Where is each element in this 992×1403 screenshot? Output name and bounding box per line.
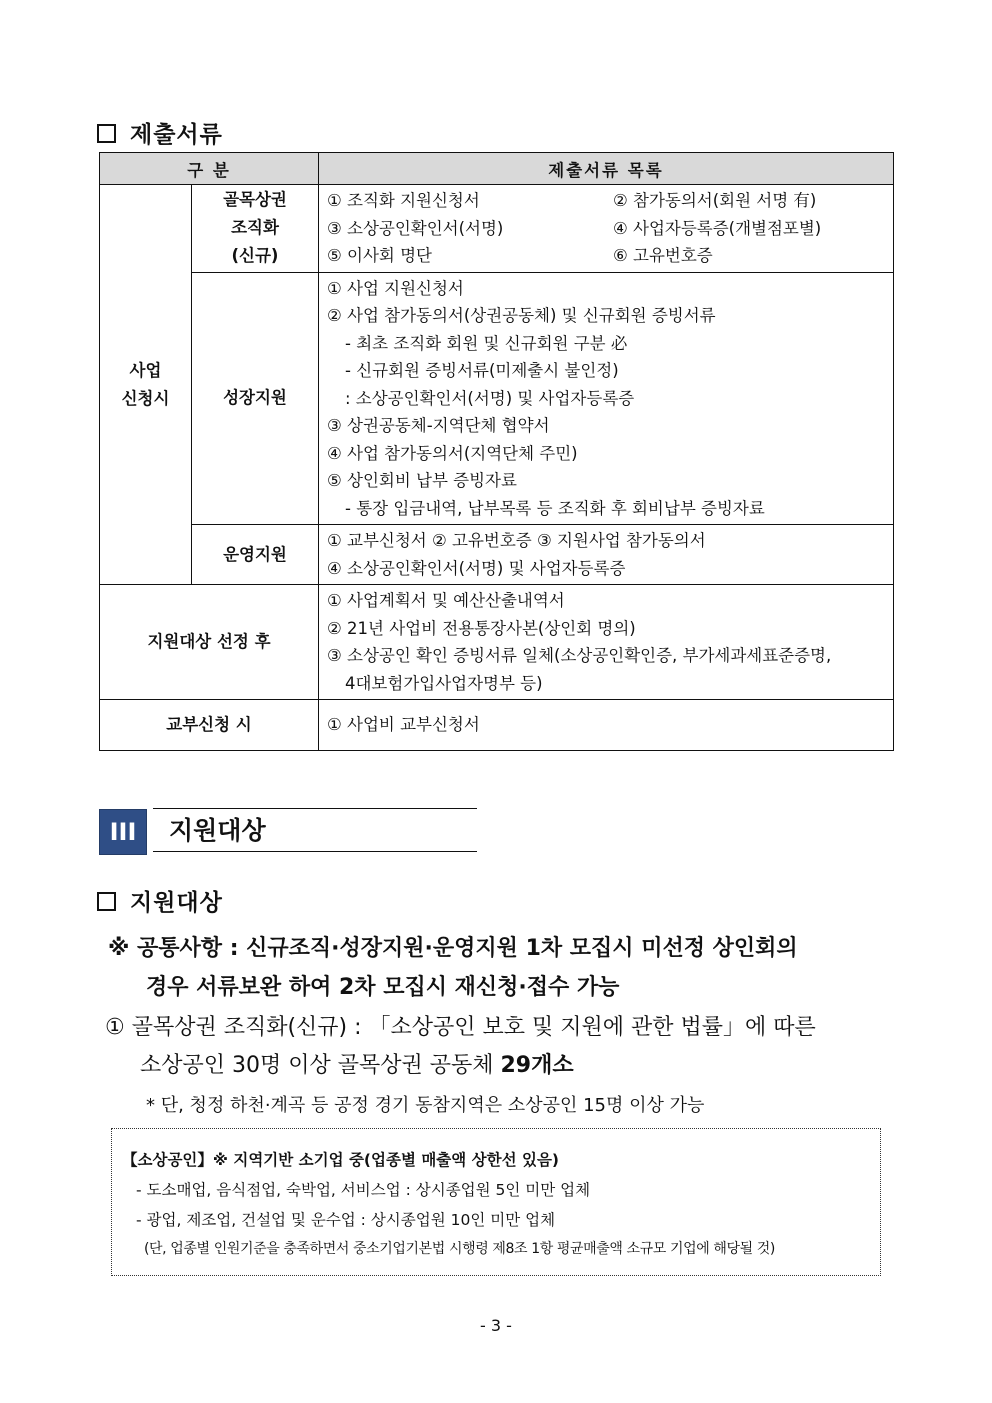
row-items-grant-request (319, 700, 894, 751)
row-label-growth: 성장지원 (192, 272, 319, 525)
list-item: ① 사업계획서 및 예산산출내역서 (327, 591, 565, 610)
section-heading-documents: 제출서류 (97, 116, 223, 149)
list-item: ④ 사업 참가동의서(지역단체 주민) (327, 443, 578, 463)
infobox-title: 【소상공인】※ 지역기반 소기업 중(업종별 매출액 상한선 있음) (122, 1151, 559, 1169)
footnote: * 단, 청정 하천·계곡 등 공정 경기 동참지역은 소상공인 15명 이상 가능 (146, 1095, 705, 1116)
list-item: ④ 사업자등록증(개별점포별) (613, 218, 822, 238)
list-item: ③ 상권공동체-지역단체 협약서 (327, 416, 550, 435)
row-items-after-selection (319, 585, 894, 700)
infobox-line3: (단, 업종별 인원기준을 충족하면서 중소기업기본법 시행령 제8조 1항 평균매출액 소규모 기업에 해당될 것) (144, 1241, 775, 1257)
row-items-golmok (319, 185, 894, 273)
list-item: ① 사업 지원신청서 (327, 278, 464, 298)
row-label-grant-request: 교부신청 시 (100, 700, 319, 751)
list-item: - 신규회원 증빙서류(미제출시 불인정) (345, 361, 619, 380)
page-number: - 3 - (480, 1316, 512, 1335)
table-header-row (100, 153, 894, 185)
list-item: : 소상공인확인서(서명) 및 사업자등록증 (345, 388, 635, 408)
row-label-operation: 운영지원 (192, 525, 319, 585)
table-row (100, 272, 894, 525)
list-item: - 통장 입금내역, 납부목록 등 조직화 후 회비납부 증빙자료 (345, 498, 765, 518)
row-label-after-selection: 지원대상 선정 후 (100, 585, 319, 700)
small-business-infobox (111, 1128, 881, 1276)
row-label-golmok: 골목상권 조직화 (신규) (192, 185, 319, 273)
item1-line1: ① 골목상권 조직화(신규) : 「소상공인 보호 및 지원에 관한 법률」에 따른 (105, 1015, 816, 1040)
row-items-growth (319, 272, 894, 525)
chapter-title: 지원대상 (153, 808, 477, 852)
list-item: ① 교부신청서 ② 고유번호증 ③ 지원사업 참가동의서 (327, 531, 706, 550)
infobox-line2: - 광업, 제조업, 건설업 및 운수업 : 상시종업원 10인 미만 업체 (136, 1211, 556, 1229)
list-item: ④ 소상공인확인서(서명) 및 사업자등록증 (327, 558, 626, 578)
infobox-line1: - 도소매업, 음식점업, 숙박업, 서비스업 : 상시종업원 5인 미만 업체 (136, 1181, 591, 1199)
table-row (100, 585, 894, 700)
header-category: 구 분 (100, 153, 319, 185)
row-items-operation (319, 525, 894, 585)
item1-line2: 소상공인 30명 이상 골목상권 공동체 29개소 (140, 1053, 574, 1078)
list-item: ① 조직화 지원신청서 (327, 191, 480, 210)
list-item: ⑥ 고유번호증 (613, 246, 713, 265)
square-bullet-icon (97, 124, 116, 143)
header-documents: 제출서류 목록 (319, 153, 894, 185)
item1-count: 29개소 (500, 1053, 574, 1078)
chapter-number-badge: III (99, 809, 147, 855)
list-item: ③ 소상공인확인서(서명) (327, 218, 504, 238)
list-item: ② 참가동의서(회원 서명 有) (613, 191, 817, 210)
list-item: ② 21년 사업비 전용통장사본(상인회 명의) (327, 618, 636, 638)
table-row (100, 700, 894, 751)
common-note-line1: ※ 공통사항 : 신규조직·성장지원·운영지원 1차 모집시 미선정 상인회의 (108, 936, 798, 961)
documents-table (99, 152, 894, 751)
list-item: ⑤ 상인회비 납부 증빙자료 (327, 471, 517, 490)
section-heading-target: 지원대상 (97, 884, 223, 917)
square-bullet-icon (97, 892, 116, 911)
list-item: ① 사업비 교부신청서 (327, 715, 480, 735)
common-note-line2: 경우 서류보완 하여 2차 모집시 재신청·접수 가능 (146, 975, 620, 1000)
list-item: ③ 소상공인 확인 증빙서류 일체(소상공인확인증, 부가세과세표준증명, (327, 646, 832, 665)
list-item: ⑤ 이사회 명단 (327, 246, 432, 265)
row-group-label: 사업 신청시 (100, 185, 192, 585)
list-item: ② 사업 참가동의서(상권공동체) 및 신규회원 증빙서류 (327, 306, 716, 325)
table-row (100, 525, 894, 585)
list-item: - 최초 조직화 회원 및 신규회원 구분 必 (345, 333, 628, 353)
list-item: 4대보험가입사업자명부 등) (345, 673, 543, 693)
table-row (100, 185, 894, 273)
